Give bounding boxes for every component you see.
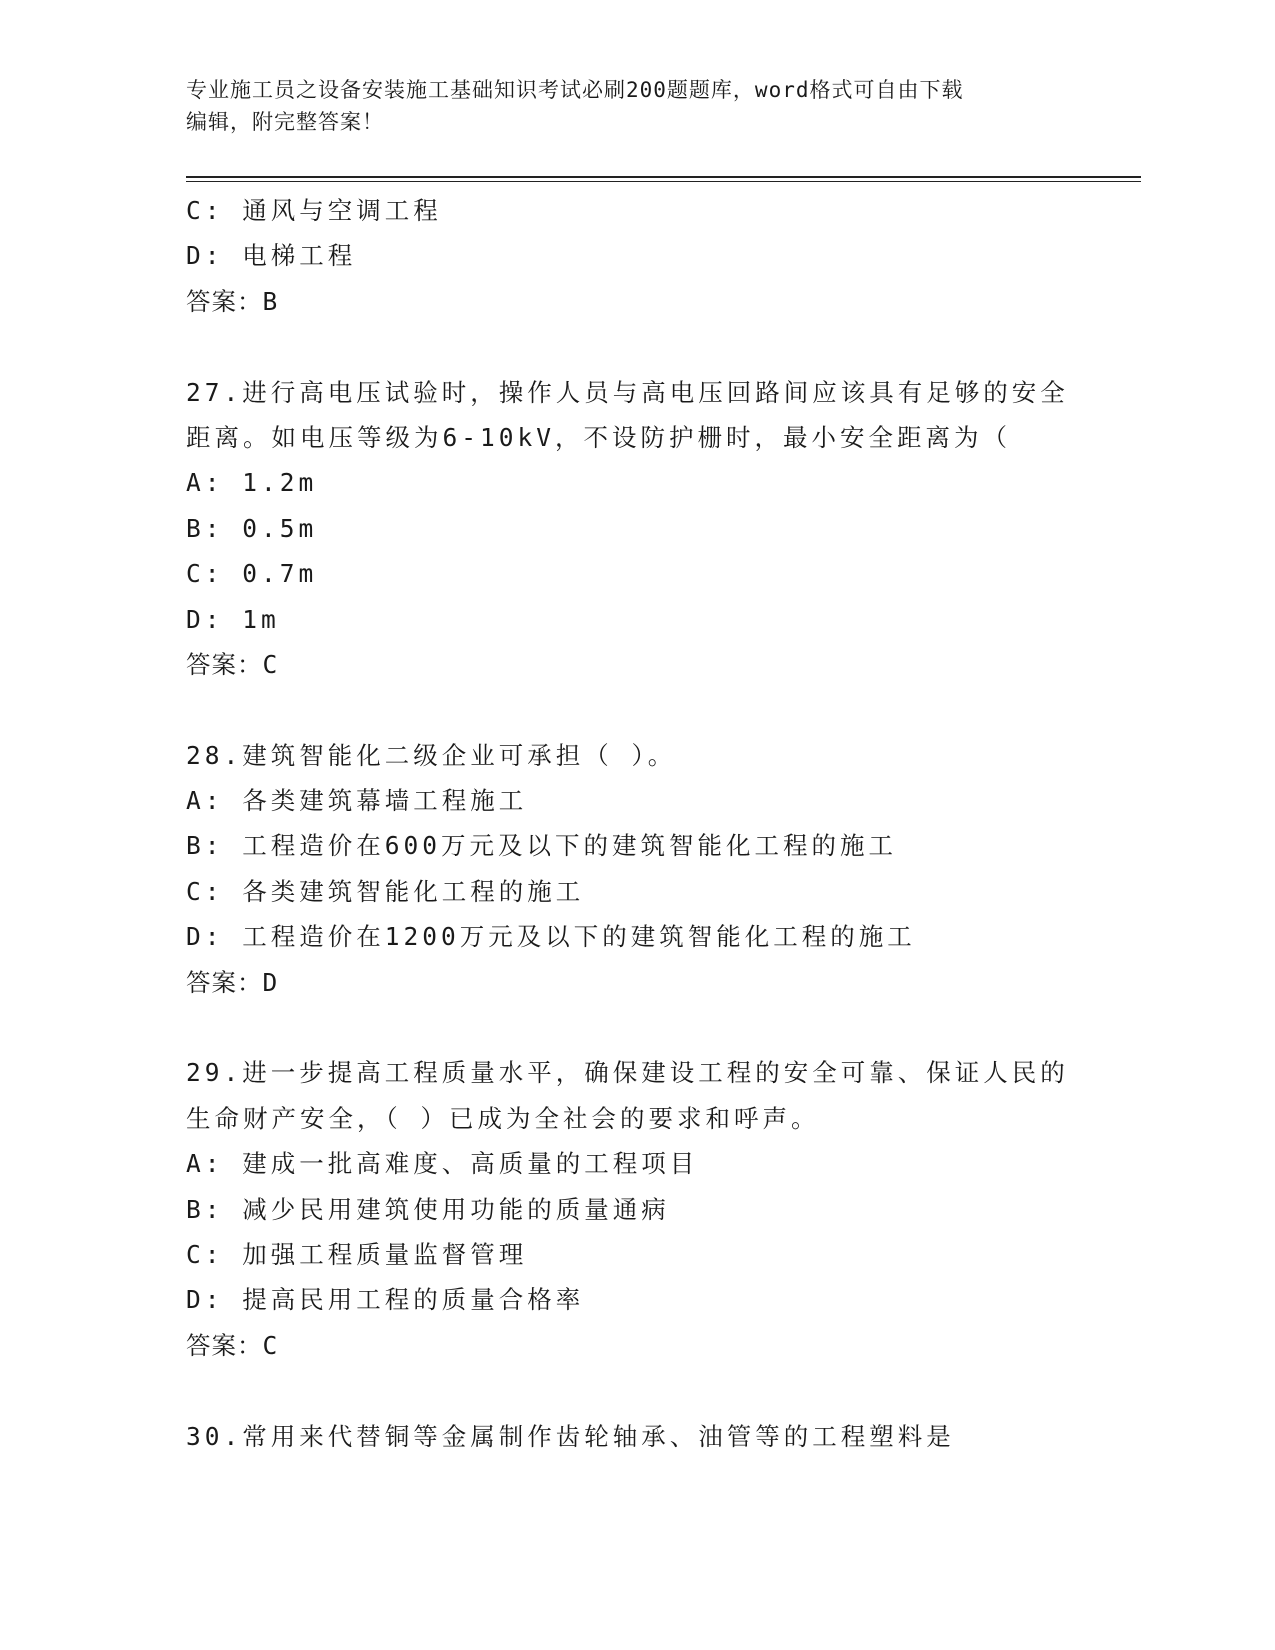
block-spacer: [186, 1005, 1106, 1050]
option-line: C: 0.7m: [186, 559, 318, 589]
question-block: [186, 1414, 1106, 1459]
option-line: D: 电梯工程: [186, 241, 357, 271]
option-line: C: 加强工程质量监督管理: [186, 1239, 528, 1269]
question-block: [186, 1050, 1106, 1368]
block-spacer: [186, 1368, 1106, 1413]
header-divider-thin: [186, 181, 1141, 182]
question-line: 27.进行高电压试验时，操作人员与高电压回路间应该具有足够的安全: [186, 377, 1069, 407]
block-spacer: [186, 687, 1106, 732]
option-line: D: 提高民用工程的质量合格率: [186, 1285, 585, 1315]
question-list: [186, 188, 1106, 1459]
option-line: D: 工程造价在1200万元及以下的建筑智能化工程的施工: [186, 922, 916, 952]
question-line: 29.进一步提高工程质量水平，确保建设工程的安全可靠、保证人民的: [186, 1058, 1069, 1088]
option-line: B: 工程造价在600万元及以下的建筑智能化工程的施工: [186, 831, 897, 861]
option-line: A: 1.2m: [186, 468, 318, 498]
option-line: A: 建成一批高难度、高质量的工程项目: [186, 1149, 699, 1179]
header-divider-thick: [186, 176, 1141, 178]
question-line: 生命财产安全，（ ）已成为全社会的要求和呼声。: [186, 1103, 820, 1133]
answer-line: 答案：B: [186, 286, 279, 316]
option-line: D: 1m: [186, 604, 280, 634]
question-block: [186, 188, 1106, 324]
header-line: 专业施工员之设备安装施工基础知识考试必刷200题题库，word格式可自由下载: [186, 78, 964, 102]
question-block: [186, 370, 1106, 688]
option-line: C: 各类建筑智能化工程的施工: [186, 876, 585, 906]
answer-line: 答案：D: [186, 967, 279, 997]
answer-line: 答案：C: [186, 649, 279, 679]
question-line: 28.建筑智能化二级企业可承担（ ）。: [186, 740, 677, 770]
question-block: [186, 733, 1106, 1005]
answer-line: 答案：C: [186, 1330, 279, 1360]
block-spacer: [186, 324, 1106, 369]
document-header: [186, 74, 1066, 138]
header-line: 编辑，附完整答案！: [186, 110, 384, 134]
option-line: A: 各类建筑幕墙工程施工: [186, 786, 528, 816]
question-line: 30.常用来代替铜等金属制作齿轮轴承、油管等的工程塑料是: [186, 1421, 955, 1451]
question-line: 距离。如电压等级为6-10kV，不设防护栅时，最小安全距离为（: [186, 422, 1011, 452]
option-line: B: 0.5m: [186, 513, 318, 543]
option-line: B: 减少民用建筑使用功能的质量通病: [186, 1194, 670, 1224]
option-line: C: 通风与空调工程: [186, 196, 442, 225]
